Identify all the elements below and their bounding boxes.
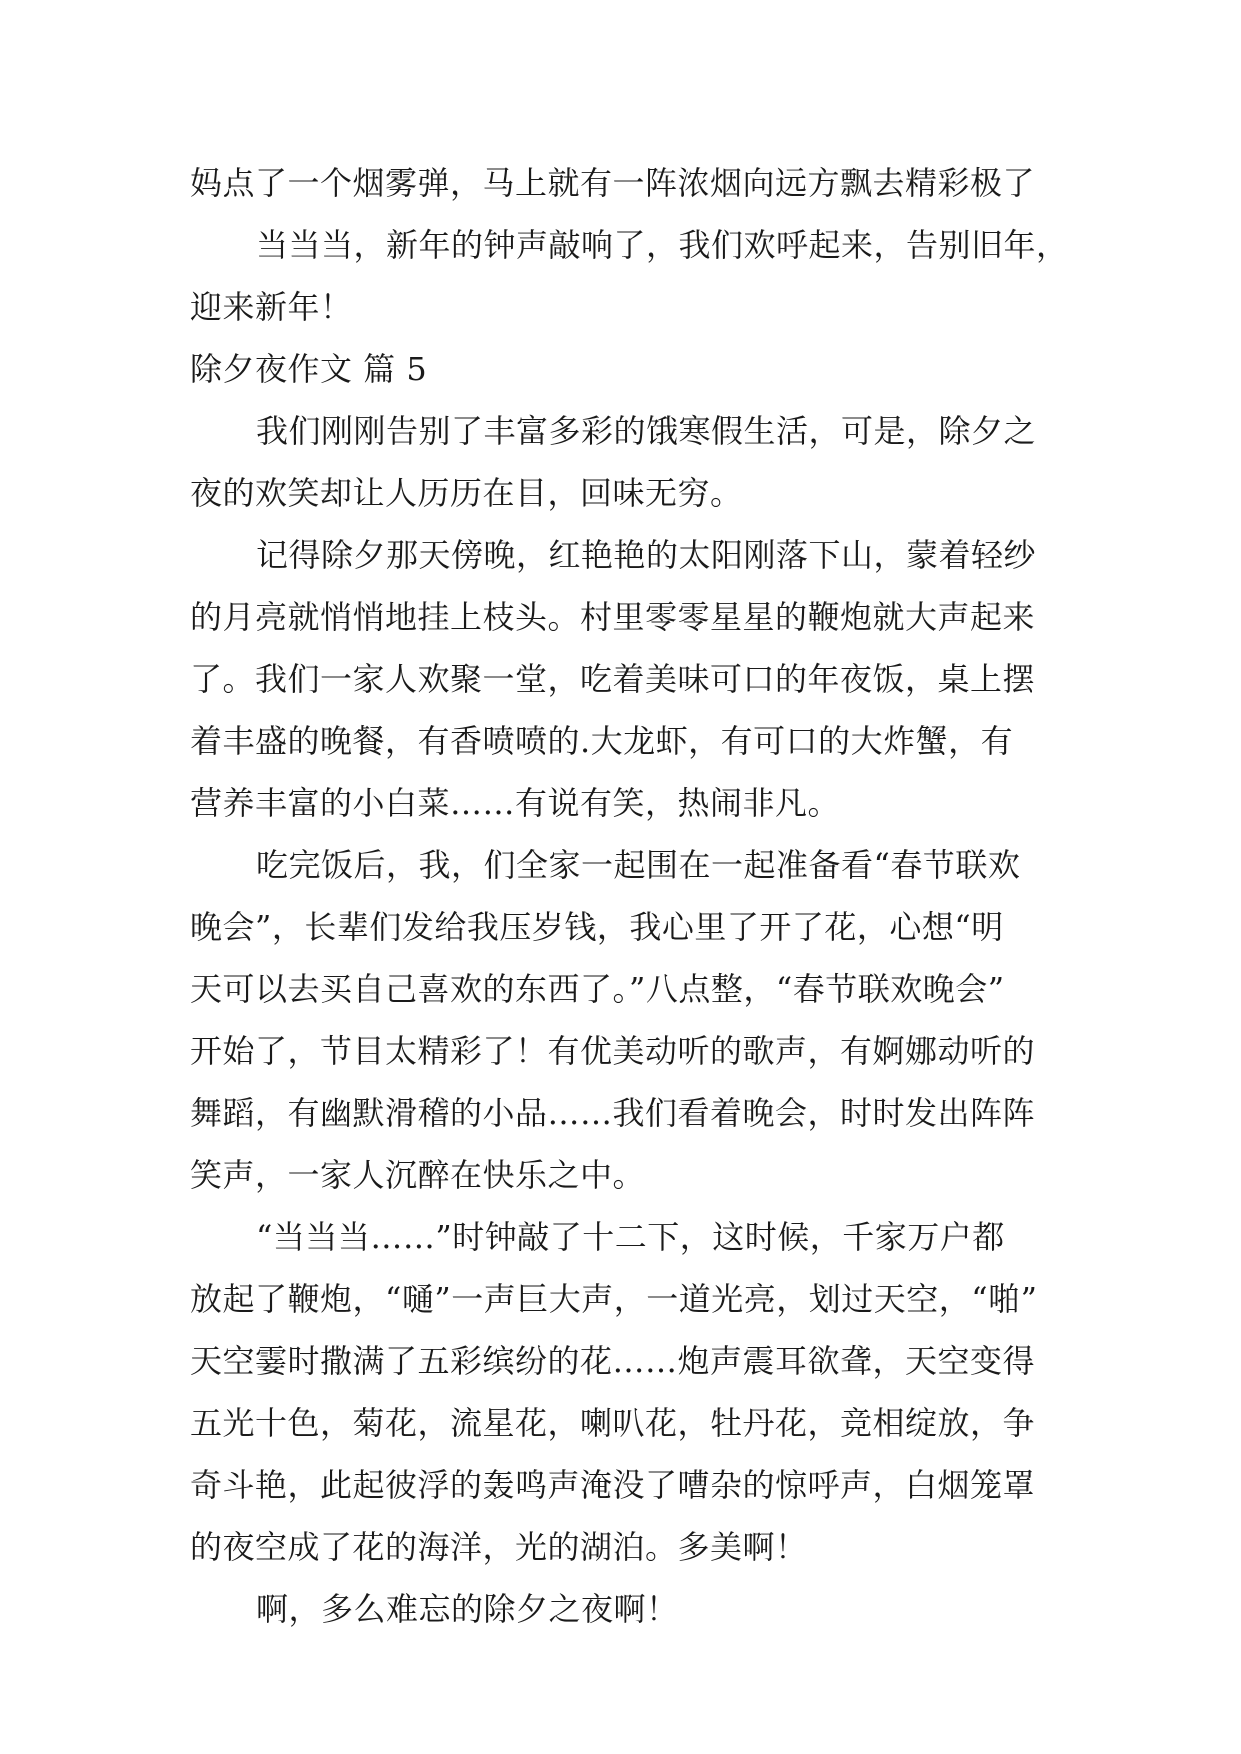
text-line: 记得除夕那天傍晚，红艳艳的太阳刚落下山，蒙着轻纱 (256, 536, 1037, 574)
text-line: 笑声，一家人沉醉在快乐之中。 (190, 1156, 646, 1194)
text-line: 夜的欢笑却让人历历在目，回味无穷。 (190, 474, 743, 512)
text-line: 舞蹈，有幽默滑稽的小品……我们看着晚会，时时发出阵阵 (190, 1094, 1036, 1132)
text-line: 迎来新年！ (190, 288, 353, 326)
section-heading: 除夕夜作文 篇 5 (190, 350, 428, 388)
text-line: 天可以去买自己喜欢的东西了。”八点整，“春节联欢晚会” (190, 970, 1005, 1008)
text-line: 当当当，新年的钟声敲响了，我们欢呼起来，告别旧年， (256, 226, 1069, 264)
document-page (190, 152, 1069, 1640)
text-line: “当当当……”时钟敲了十二下，这时候，千家万户都 (256, 1218, 1005, 1256)
text-line: 营养丰富的小白菜……有说有笑，热闹非凡。 (190, 784, 841, 822)
text-line: 放起了鞭炮，“嗵”一声巨大声，一道光亮，划过天空，“啪” (190, 1280, 1038, 1318)
text-line: 五光十色，菊花，流星花，喇叭花，牡丹花，竞相绽放，争 (190, 1404, 1036, 1442)
text-line: 我们刚刚告别了丰富多彩的饿寒假生活，可是，除夕之 (256, 412, 1037, 450)
text-line: 的夜空成了花的海洋，光的湖泊。多美啊！ (190, 1528, 808, 1566)
text-line: 晚会”，长辈们发给我压岁钱，我心里了开了花，心想“明 (190, 908, 1004, 946)
text-line: 天空霎时撒满了五彩缤纷的花……炮声震耳欲聋，天空变得 (190, 1342, 1036, 1380)
text-line: 吃完饭后，我，们全家一起围在一起准备看“春节联欢 (256, 846, 1021, 884)
text-line: 妈点了一个烟雾弹，马上就有一阵浓烟向远方飘去精彩极了 (190, 164, 1036, 202)
text-line: 奇斗艳，此起彼浮的轰鸣声淹没了嘈杂的惊呼声，白烟笼罩 (190, 1466, 1036, 1504)
text-line: 啊，多么难忘的除夕之夜啊！ (256, 1590, 679, 1628)
text-line: 开始了，节目太精彩了！有优美动听的歌声，有婀娜动听的 (190, 1032, 1036, 1070)
text-line: 的月亮就悄悄地挂上枝头。村里零零星星的鞭炮就大声起来 (190, 598, 1036, 636)
text-line: 着丰盛的晚餐，有香喷喷的.大龙虾，有可口的大炸蟹，有 (190, 722, 1014, 760)
text-line: 了。我们一家人欢聚一堂，吃着美味可口的年夜饭，桌上摆 (190, 660, 1036, 698)
